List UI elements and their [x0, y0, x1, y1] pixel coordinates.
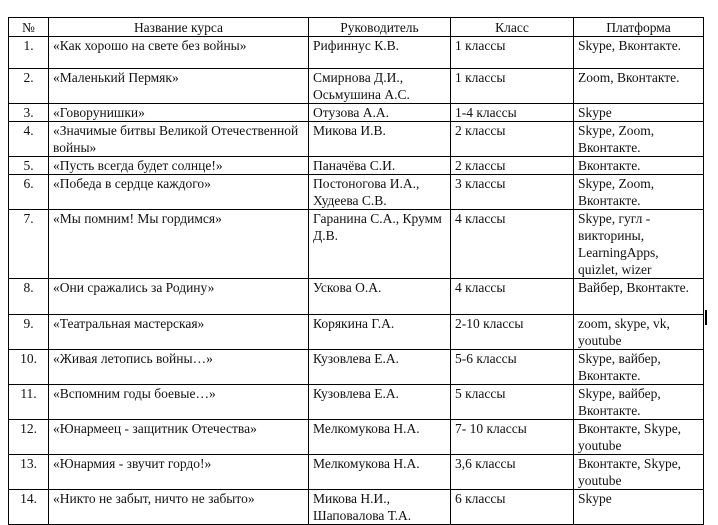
- row-number: 6.: [9, 175, 49, 210]
- table-row: [9, 279, 704, 315]
- course-platform: zoom, skype, vk, youtube: [574, 315, 704, 350]
- course-leader: Микова Н.И., Шаповалова Т.А.: [309, 490, 451, 525]
- header-platform: Платформа: [574, 18, 704, 37]
- course-leader: Кузовлева Е.А.: [309, 385, 451, 420]
- table-row: [9, 350, 704, 385]
- row-number: 13.: [9, 455, 49, 490]
- course-name: «Победа в сердце каждого»: [49, 175, 309, 210]
- course-platform: Вконтакте.: [574, 157, 704, 175]
- table-row: [9, 37, 704, 69]
- course-name: «Живая летопись войны…»: [49, 350, 309, 385]
- course-platform: Skype, Вконтакте.: [574, 37, 704, 69]
- course-platform: Skype: [574, 104, 704, 122]
- text-cursor: [705, 310, 707, 325]
- course-leader: Паначёва С.И.: [309, 157, 451, 175]
- course-platform: Вконтакте, Skype, youtube: [574, 455, 704, 490]
- course-leader: Мелкомукова Н.А.: [309, 420, 451, 455]
- course-leader: Гаранина С.А., Крумм Д.В.: [309, 210, 451, 279]
- course-grade: 7- 10 классы: [451, 420, 574, 455]
- course-platform: Skype, гугл - викторины, LearningApps, quizlet, wizer: [574, 210, 704, 279]
- course-leader: Постоногова И.А., Худеева С.В.: [309, 175, 451, 210]
- header-course: Название курса: [49, 18, 309, 37]
- course-grade: 1 классы: [451, 37, 574, 69]
- header-row: [9, 18, 704, 37]
- course-name: «Маленький Пермяк»: [49, 69, 309, 104]
- course-grade: 4 классы: [451, 279, 574, 315]
- course-platform: Вайбер, Вконтакте.: [574, 279, 704, 315]
- course-name: «Пусть всегда будет солнце!»: [49, 157, 309, 175]
- header-leader: Руководитель: [309, 18, 451, 37]
- course-grade: 2-10 классы: [451, 315, 574, 350]
- course-name: «Юнармия - звучит гордо!»: [49, 455, 309, 490]
- table-row: [9, 210, 704, 279]
- course-name: «Мы помним! Мы гордимся»: [49, 210, 309, 279]
- courses-table: [8, 17, 704, 525]
- table-row: [9, 157, 704, 175]
- course-grade: 1 классы: [451, 69, 574, 104]
- course-name: «Говорунишки»: [49, 104, 309, 122]
- course-leader: Рифиннус К.В.: [309, 37, 451, 69]
- course-name: «Юнармеец - защитник Отечества»: [49, 420, 309, 455]
- table-row: [9, 104, 704, 122]
- row-number: 7.: [9, 210, 49, 279]
- row-number: 9.: [9, 315, 49, 350]
- row-number: 5.: [9, 157, 49, 175]
- course-name: «Значимые битвы Великой Отечественной войны»: [49, 122, 309, 157]
- course-name: «Никто не забыт, ничто не забыто»: [49, 490, 309, 525]
- course-grade: 5-6 классы: [451, 350, 574, 385]
- row-number: 2.: [9, 69, 49, 104]
- table-row: [9, 420, 704, 455]
- course-platform: Skype, вайбер, Вконтакте.: [574, 385, 704, 420]
- course-leader: Корякина Г.А.: [309, 315, 451, 350]
- course-grade: 1-4 классы: [451, 104, 574, 122]
- row-number: 11.: [9, 385, 49, 420]
- course-platform: Skype, вайбер, Вконтакте.: [574, 350, 704, 385]
- course-grade: 2 классы: [451, 122, 574, 157]
- table-row: [9, 69, 704, 104]
- course-grade: 3,6 классы: [451, 455, 574, 490]
- table-row: [9, 455, 704, 490]
- row-number: 14.: [9, 490, 49, 525]
- course-platform: Skype: [574, 490, 704, 525]
- course-name: «Как хорошо на свете без войны»: [49, 37, 309, 69]
- row-number: 10.: [9, 350, 49, 385]
- table-row: [9, 490, 704, 525]
- course-platform: Вконтакте, Skype, youtube: [574, 420, 704, 455]
- row-number: 3.: [9, 104, 49, 122]
- course-grade: 6 классы: [451, 490, 574, 525]
- course-leader: Кузовлева Е.А.: [309, 350, 451, 385]
- course-name: «Они сражались за Родину»: [49, 279, 309, 315]
- course-leader: Микова И.В.: [309, 122, 451, 157]
- course-name: «Вспомним годы боевые…»: [49, 385, 309, 420]
- table-row: [9, 122, 704, 157]
- course-grade: 4 классы: [451, 210, 574, 279]
- header-number: №: [9, 18, 49, 37]
- course-platform: Skype, Zoom, Вконтакте.: [574, 122, 704, 157]
- course-leader: Смирнова Д.И., Осьмушина А.С.: [309, 69, 451, 104]
- course-leader: Отузова А.А.: [309, 104, 451, 122]
- table-row: [9, 175, 704, 210]
- table-row: [9, 315, 704, 350]
- row-number: 1.: [9, 37, 49, 69]
- table-row: [9, 385, 704, 420]
- course-name: «Театральная мастерская»: [49, 315, 309, 350]
- course-platform: Zoom, Вконтакте.: [574, 69, 704, 104]
- course-leader: Ускова О.А.: [309, 279, 451, 315]
- course-platform: Skype, Zoom, Вконтакте.: [574, 175, 704, 210]
- course-grade: 5 классы: [451, 385, 574, 420]
- row-number: 8.: [9, 279, 49, 315]
- course-grade: 3 классы: [451, 175, 574, 210]
- course-leader: Мелкомукова Н.А.: [309, 455, 451, 490]
- course-grade: 2 классы: [451, 157, 574, 175]
- row-number: 4.: [9, 122, 49, 157]
- header-grade: Класс: [451, 18, 574, 37]
- row-number: 12.: [9, 420, 49, 455]
